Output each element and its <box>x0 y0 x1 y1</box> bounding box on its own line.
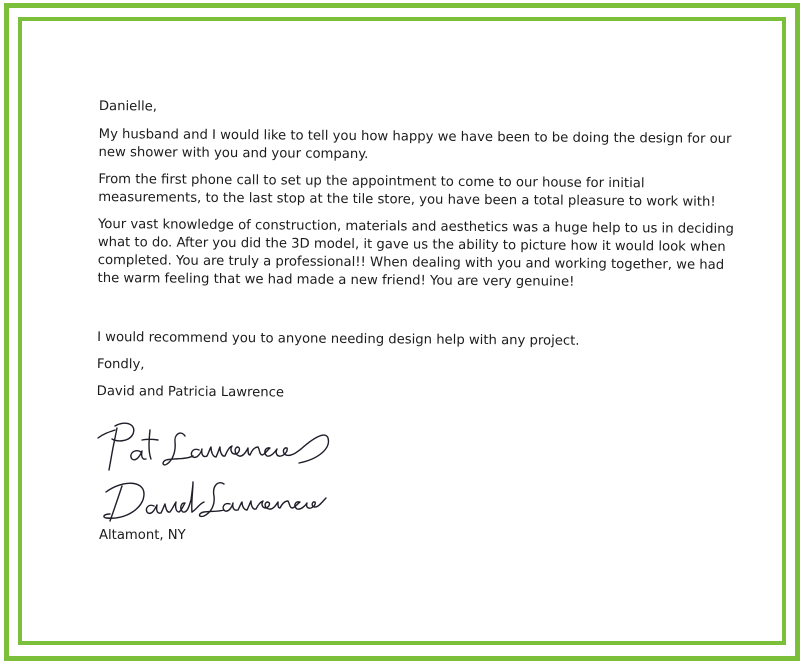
paragraph-1: My husband and I would like to tell you how happy we have been to be doing the design for our new shower with you and your company. <box>98 126 732 163</box>
greeting: Danielle, <box>98 98 158 115</box>
closing: Fondly, <box>96 356 145 373</box>
sender-names: David and Patricia Lawrence <box>96 383 285 401</box>
signature-pat-lawrence <box>95 418 340 476</box>
signature-david-lawrence <box>100 474 330 530</box>
paragraph-3: Your vast knowledge of construction, materials and aesthetics was a huge help to us in deciding what to do. After you did the 3D model, it gave us the ability to picture how it would look when completed. You are truly a professional!! When dealing with you and working together, we had the warm feeling that we had made a new friend! You are very genuine! <box>97 216 734 290</box>
paragraph-2: From the first phone call to set up the appointment to come to our house for initial measurements, to the last stop at the tile store, you have been a total pleasure to work with! <box>98 171 716 210</box>
recommendation: I would recommend you to anyone needing design help with any project. <box>97 329 580 349</box>
location-line <box>99 528 186 543</box>
paragraph-gap <box>97 297 737 334</box>
letter-body <box>97 98 739 406</box>
location: Altamont, NY <box>99 528 186 543</box>
